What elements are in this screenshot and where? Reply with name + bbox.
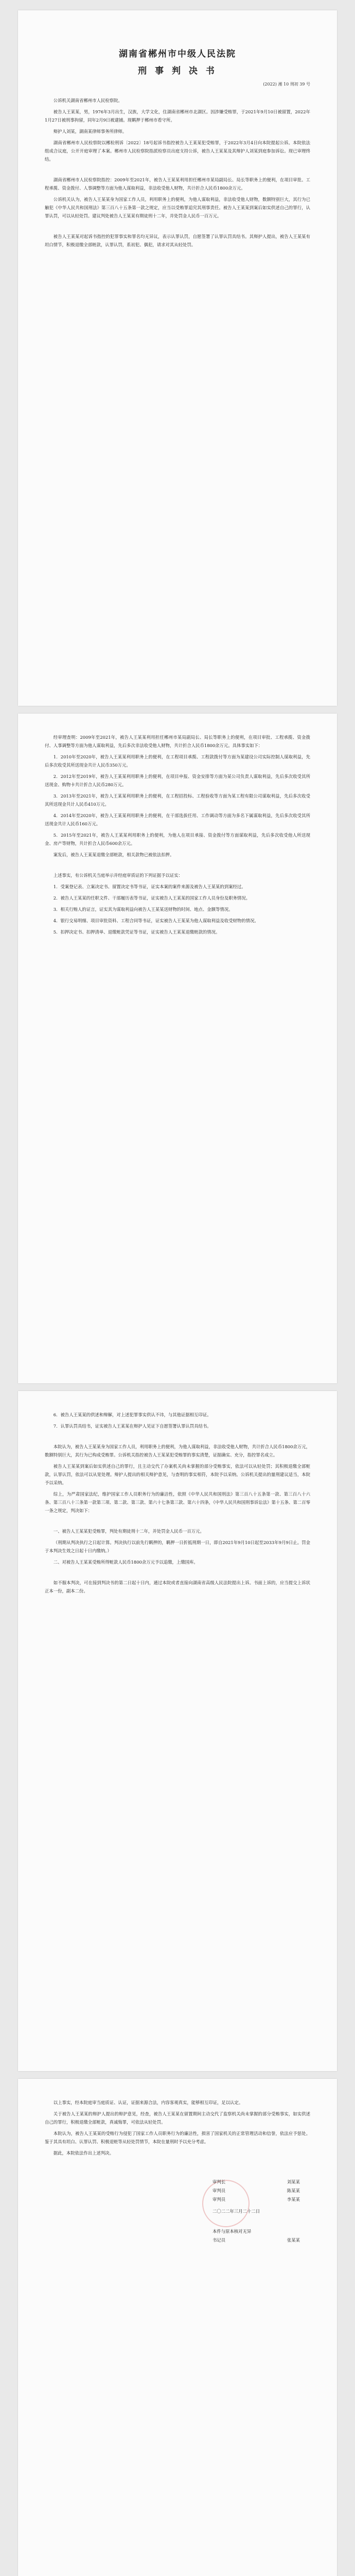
paragraph: 被告人王某某，男，1976年3月出生，汉族，大学文化，住湖南省郴州市北湖区。因涉嫌受贿罪，于2021年9月10日被留置，2022年1月27日被刑事拘留，同年2月9日被逮捕。现羁押于郴州市看守所。 xyxy=(45,109,310,123)
paragraph: 辩护人刘某，湖南某律师事务所律师。 xyxy=(53,129,127,134)
document-header xyxy=(45,46,310,76)
paragraph: 本院认为，被告人王某某的受贿行为侵犯了国家工作人员职务行为的廉洁性，损害了国家机关的正常管理活动和信誉，依法应予惩处。鉴于其具有坦白、认罪认罚、积极退赃等从轻处罚情节，本院在量刑时予以充分考虑。 xyxy=(45,2131,310,2144)
paragraph: 以上事实，经本院庭审当庭质证、认证，证据来源合法，内容客观真实，能够相互印证，足以认定。 xyxy=(53,2100,243,2105)
signature-role: 审判员 xyxy=(212,2188,226,2193)
signature-name: 陈某某 xyxy=(287,2188,300,2193)
paragraph: 案发后，被告人王某某退缴全部赃款，相关款物已被依法扣押。 xyxy=(53,852,174,857)
document-page-1 xyxy=(18,10,337,706)
paragraph: 1．2010年至2020年，被告人王某某利用职务上的便利，在工程项目承揽、工程款拨付等方面为某建设公司实际控制人谋取利益，先后多次收受其所送现金共计人民币350万元。 xyxy=(45,754,310,768)
court-title: 湖南省郴州市中级人民法院 xyxy=(119,49,236,59)
paragraph: 上述事实，有公诉机关当庭举示并经庭审质证的下列证据予以证实： xyxy=(53,873,183,878)
paragraph: 7．认罪认罚具结书，证实被告人王某某在辩护人见证下自愿签署认罪认罚具结书。 xyxy=(53,1423,211,1429)
paragraph: 3．2013年至2021年，被告人王某某利用职务上的便利，在工程招投标、工程验收等方面为某工程有限公司谋取利益，先后多次收受其所送现金共计人民币410万元。 xyxy=(45,793,310,807)
signature-role: 审判员 xyxy=(212,2197,226,2202)
paragraph: 2．2012年至2019年，被告人王某某利用职务上的便利，在项目申报、资金安排等方面为某公司负责人谋取利益，先后多次收受其所送现金、购物卡共计折合人民币280万元。 xyxy=(45,774,310,787)
paragraph: 公诉机关湖南省郴州市人民检察院。 xyxy=(53,98,122,103)
paragraph: 2．被告人王某某的任职文件、干部履历表等书证，证实被告人王某某的国家工作人员身份及职务情况。 xyxy=(53,895,250,901)
paragraph: 3．相关行贿人的证言，证实其为谋取利益向被告人王某某送财物的时间、地点、金额等情况。 xyxy=(53,907,233,912)
paragraph: 如不服本判决，可在接到判决书的第二日起十日内，通过本院或者直接向湖南省高级人民法院提出上诉。书面上诉的，应当提交上诉状正本一份，副本二份。 xyxy=(45,1580,310,1594)
certification-note: 本件与原本核对无异 xyxy=(212,2229,252,2234)
paragraph: 4．银行交易明细、项目审批资料、工程合同等书证，证实被告人王某某为他人谋取利益及收受财物的情况。 xyxy=(53,918,259,923)
signature-row xyxy=(212,2236,300,2245)
paragraph: 湖南省郴州市人民检察院以郴检刑诉〔2022〕18号起诉书指控被告人王某某犯受贿罪，于2022年3月4日向本院提起公诉。本院依法组成合议庭，公开开庭审理了本案。郴州市人民检察院指派检察员出庭支持公诉，被告人王某某及其辩护人刘某到庭参加诉讼。现已审理终结。 xyxy=(45,140,310,162)
paragraph: 6．被告人王某某的供述和辩解，对上述犯罪事实供认不讳，与其他证据相互印证。 xyxy=(53,1412,211,1417)
case-number: (2022) 湘 10 刑初 39 号 xyxy=(263,82,310,87)
paragraph: 一、被告人王某某犯受贿罪，判处有期徒刑十二年，并处罚金人民币一百万元。 xyxy=(53,1529,204,1534)
paragraph: （刑期从判决执行之日起计算。判决执行以前先行羁押的，羁押一日折抵刑期一日，即自2021年9月10日起至2033年9月9日止。罚金于本判决生效之日起十日内缴纳。） xyxy=(45,1540,310,1553)
paragraph: 湖南省郴州市人民检察院指控：2009年至2021年，被告人王某某利用担任郴州市某局副局长、局长等职务上的便利，在项目审批、工程承揽、资金拨付、人事调整等方面为他人谋取利益，非法收受他人财物，共计折合人民币1800余万元。 xyxy=(45,177,310,191)
judgment-date: 二〇二二年三月二十二日 xyxy=(212,2209,260,2214)
paragraph: 据此，本院依法作出上述判决。 xyxy=(53,2150,114,2156)
paragraph: 被告人王某某到案后如实供述自己的罪行，且主动交代了办案机关尚未掌握的部分受贿事实，依法可以从轻处罚；其积极退缴全部赃款，认罪认罚，依法可以从宽处理。辩护人提出的相关辩护意见，与查明的事实相符，本院予以采纳。公诉机关提出的量刑建议适当，本院予以采纳。 xyxy=(45,1464,310,1485)
paragraph: 5．扣押决定书、扣押清单、退缴赃款凭证等书证，证实被告人王某某退缴赃款的情况。 xyxy=(53,929,220,935)
signature-name: 李某某 xyxy=(287,2197,300,2202)
court-seal xyxy=(202,2180,250,2227)
paragraph: 5．2015年至2021年，被告人王某某利用职务上的便利，为他人在项目承接、资金拨付等方面谋取利益，先后多次收受他人所送现金、房产等财物，共计折合人民币600余万元。 xyxy=(45,833,310,846)
signature-name: 张某某 xyxy=(287,2238,300,2243)
signature-block xyxy=(212,2178,300,2245)
paragraph: 4．2014年至2020年，被告人王某某利用职务上的便利，在干部选拔任用、工作调动等方面为多名下属谋取利益，先后多次收受其所送现金共计人民币160万元。 xyxy=(45,813,310,826)
document-page-4 xyxy=(18,2079,337,2576)
paragraph: 被告人王某某对起诉书指控的犯罪事实和罪名均无异议，表示认罪认罚，自愿签署了认罪认罚具结书。其辩护人提出，被告人王某某有坦白情节，积极退缴全部赃款，认罪认罚，系初犯、偶犯，请求对其从轻处罚。 xyxy=(45,234,310,247)
paragraph: 二、对被告人王某某受贿所得赃款人民币1800余万元予以追缴，上缴国库。 xyxy=(53,1560,198,1565)
signature-role: 书记员 xyxy=(212,2238,226,2243)
document-type: 刑 事 判 决 书 xyxy=(138,66,217,76)
paragraph: 综上，为严肃国家法纪，维护国家工作人员职务行为的廉洁性，依照《中华人民共和国刑法》第三百八十五条第一款、第三百八十六条、第三百八十三条第一款第三项、第二款、第三款、第六十七条第三款、第六十四条，《中华人民共和国刑事诉讼法》第十五条、第二百零一条之规定，判决如下： xyxy=(45,1492,310,1513)
paragraph: 本院认为，被告人王某某身为国家工作人员，利用职务上的便利，为他人谋取利益，非法收受他人财物，共计折合人民币1800余万元，数额特别巨大，其行为已构成受贿罪。公诉机关指控被告人王某某犯受贿罪的事实清楚，证据确实、充分，指控罪名成立。 xyxy=(45,1444,310,1458)
document-page-3 xyxy=(18,1391,337,2071)
paragraph: 公诉机关认为，被告人王某某身为国家工作人员，利用职务上的便利，为他人谋取利益，非法收受他人财物，数额特别巨大，其行为已触犯《中华人民共和国刑法》第三百八十五条第一款之规定，应当以受贿罪追究其刑事责任。被告人王某某到案后如实供述自己的罪行，认罪认罚，可以从轻处罚。建议判处被告人王某某有期徒刑十二年，并处罚金人民币一百万元。 xyxy=(45,197,310,218)
signature-name: 刘某某 xyxy=(287,2179,300,2184)
paragraph: 1．受案登记表、立案决定书、留置决定书等书证，证实本案的案件来源及被告人王某某的到案经过。 xyxy=(53,884,246,889)
document-page-2 xyxy=(18,714,337,1383)
signature-role: 审判长 xyxy=(212,2179,226,2184)
paragraph: 关于被告人王某某的辩护人提出的辩护意见，经查，被告人王某某在留置期间主动交代了监察机关尚未掌握的部分受贿事实，如实供述自己的罪行，积极退缴全部赃款，真诚悔罪，可依法从轻处罚。 xyxy=(45,2111,310,2125)
paragraph: 经审理查明：2009年至2021年，被告人王某某利用担任郴州市某局副局长、局长等职务上的便利，在项目审批、工程承揽、资金拨付、人事调整等方面为他人谋取利益，先后多次非法收受他人财物，共计折合人民币1800余万元。具体事实如下： xyxy=(45,735,310,748)
